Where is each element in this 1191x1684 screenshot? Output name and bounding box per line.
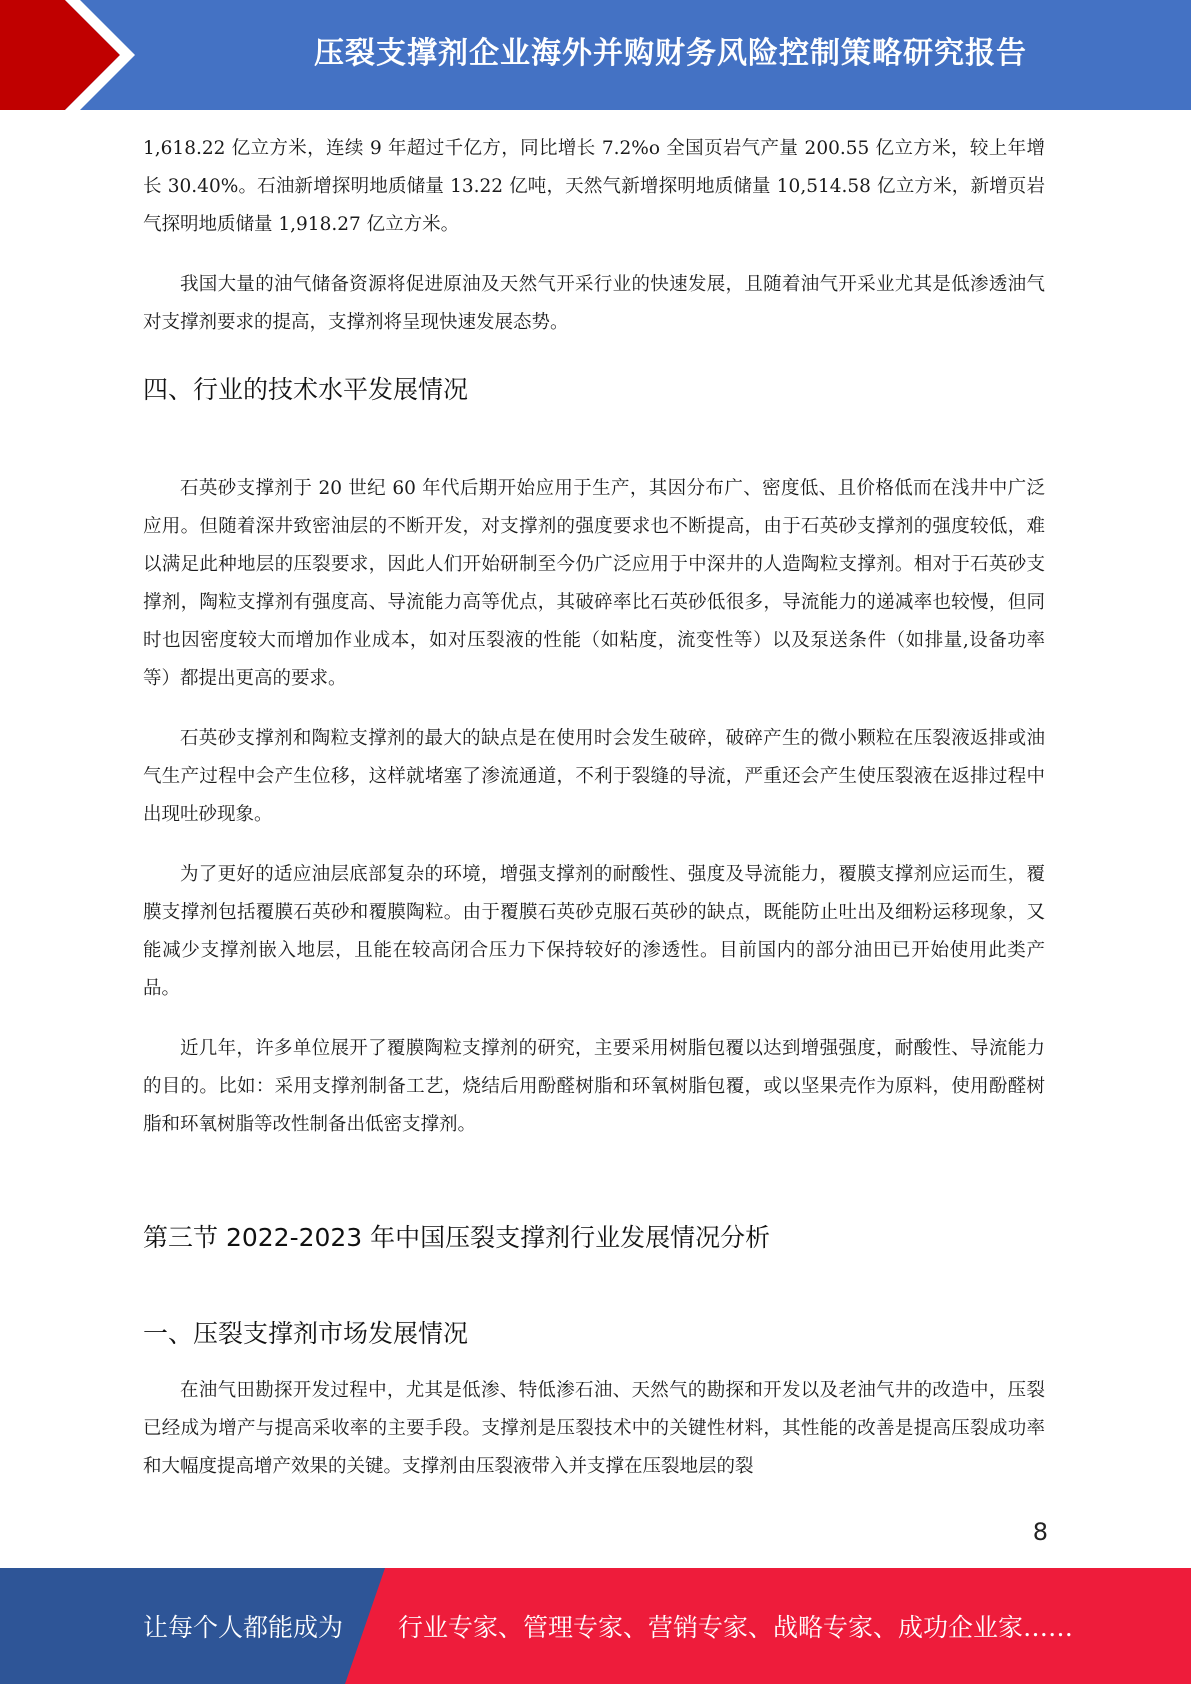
page-number: 8 (1032, 1518, 1048, 1546)
section-heading-market: 一、压裂支撑剂市场发展情况 (143, 1319, 469, 1348)
footer-slogan-right: 行业专家、管理专家、营销专家、战略专家、成功企业家…… (398, 1613, 1074, 1642)
paragraph-coated-proppant: 为了更好的适应油层底部复杂的环境，增强支撑剂的耐酸性、强度及导流能力，覆膜支撑剂应运而生，覆膜支撑剂包括覆膜石英砂和覆膜陶粒。由于覆膜石英砂克服石英砂的缺点，既能防止吐出及细粉运移现象，又能减少支撑剂嵌入地层，且能在较高闭合压力下保持较好的渗透性。目前国内的部分油田已开始使用此类产品。 (143, 864, 1045, 999)
section-heading-tech-level: 四、行业的技术水平发展情况 (143, 375, 469, 404)
paragraph-breakage-drawback: 石英砂支撑剂和陶粒支撑剂的最大的缺点是在使用时会发生破碎，破碎产生的微小颗粒在压裂液返排或油气生产过程中会产生位移，这样就堵塞了渗流通道，不利于裂缝的导流，严重还会产生使压裂液在返排过程中出现吐砂现象。 (143, 728, 1045, 825)
paragraph-reserves-outlook: 我国大量的油气储备资源将促进原油及天然气开采行业的快速发展，且随着油气开采业尤其是低渗透油气对支撑剂要求的提高，支撑剂将呈现快速发展态势。 (143, 274, 1045, 333)
header-chevron-decoration (0, 0, 160, 110)
document-body (143, 130, 1045, 1486)
paragraph-gas-production: 1,618.22 亿立方米，连续 9 年超过千亿方，同比增长 7.2%o 全国页岩气产量 200.55 亿立方米，较上年增长 30.40%。石油新增探明地质储量 13.22 亿吨，天然气新增探明地质储量 10,514.58 亿立方米，新增页岩气探明地质储量 1,918.27 亿立方米。 (143, 138, 1045, 235)
paragraph-quartz-sand: 石英砂支撑剂于 20 世纪 60 年代后期开始应用于生产，其因分布广、密度低、且价格低而在浅井中广泛应用。但随着深井致密油层的不断开发，对支撑剂的强度要求也不断提高，由于石英砂支撑剂的强度较低，难以满足此种地层的压裂要求，因此人们开始研制至今仍广泛应用于中深井的人造陶粒支撑剂。相对于石英砂支撑剂，陶粒支撑剂有强度高、导流能力高等优点，其破碎率比石英砂低很多，导流能力的递减率也较慢，但同时也因密度较大而增加作业成本，如对压裂液的性能（如粘度，流变性等）以及泵送条件（如排量,设备功率等）都提出更高的要求。 (143, 478, 1045, 689)
paragraph-resin-coating-research: 近几年，许多单位展开了覆膜陶粒支撑剂的研究，主要采用树脂包覆以达到增强强度，耐酸性、导流能力的目的。比如：采用支撑剂制备工艺，烧结后用酚醛树脂和环氧树脂包覆，或以坚果壳作为原料，使用酚醛树脂和环氧树脂等改性制备出低密支撑剂。 (143, 1038, 1045, 1135)
footer-slogan-left: 让每个人都能成为 (143, 1613, 344, 1642)
chapter-heading-2022-2023: 第三节 2022-2023 年中国压裂支撑剂行业发展情况分析 (143, 1223, 771, 1252)
page-header (0, 0, 1191, 110)
page-footer (0, 1568, 1191, 1684)
report-title: 压裂支撑剂企业海外并购财务风险控制策略研究报告 (314, 36, 1027, 71)
paragraph-fracturing-role: 在油气田勘探开发过程中，尤其是低渗、特低渗石油、天然气的勘探和开发以及老油气井的改造中，压裂已经成为增产与提高采收率的主要手段。支撑剂是压裂技术中的关键性材料，其性能的改善是提高压裂成功率和大幅度提高增产效果的关键。支撑剂由压裂液带入并支撑在压裂地层的裂 (143, 1380, 1045, 1477)
